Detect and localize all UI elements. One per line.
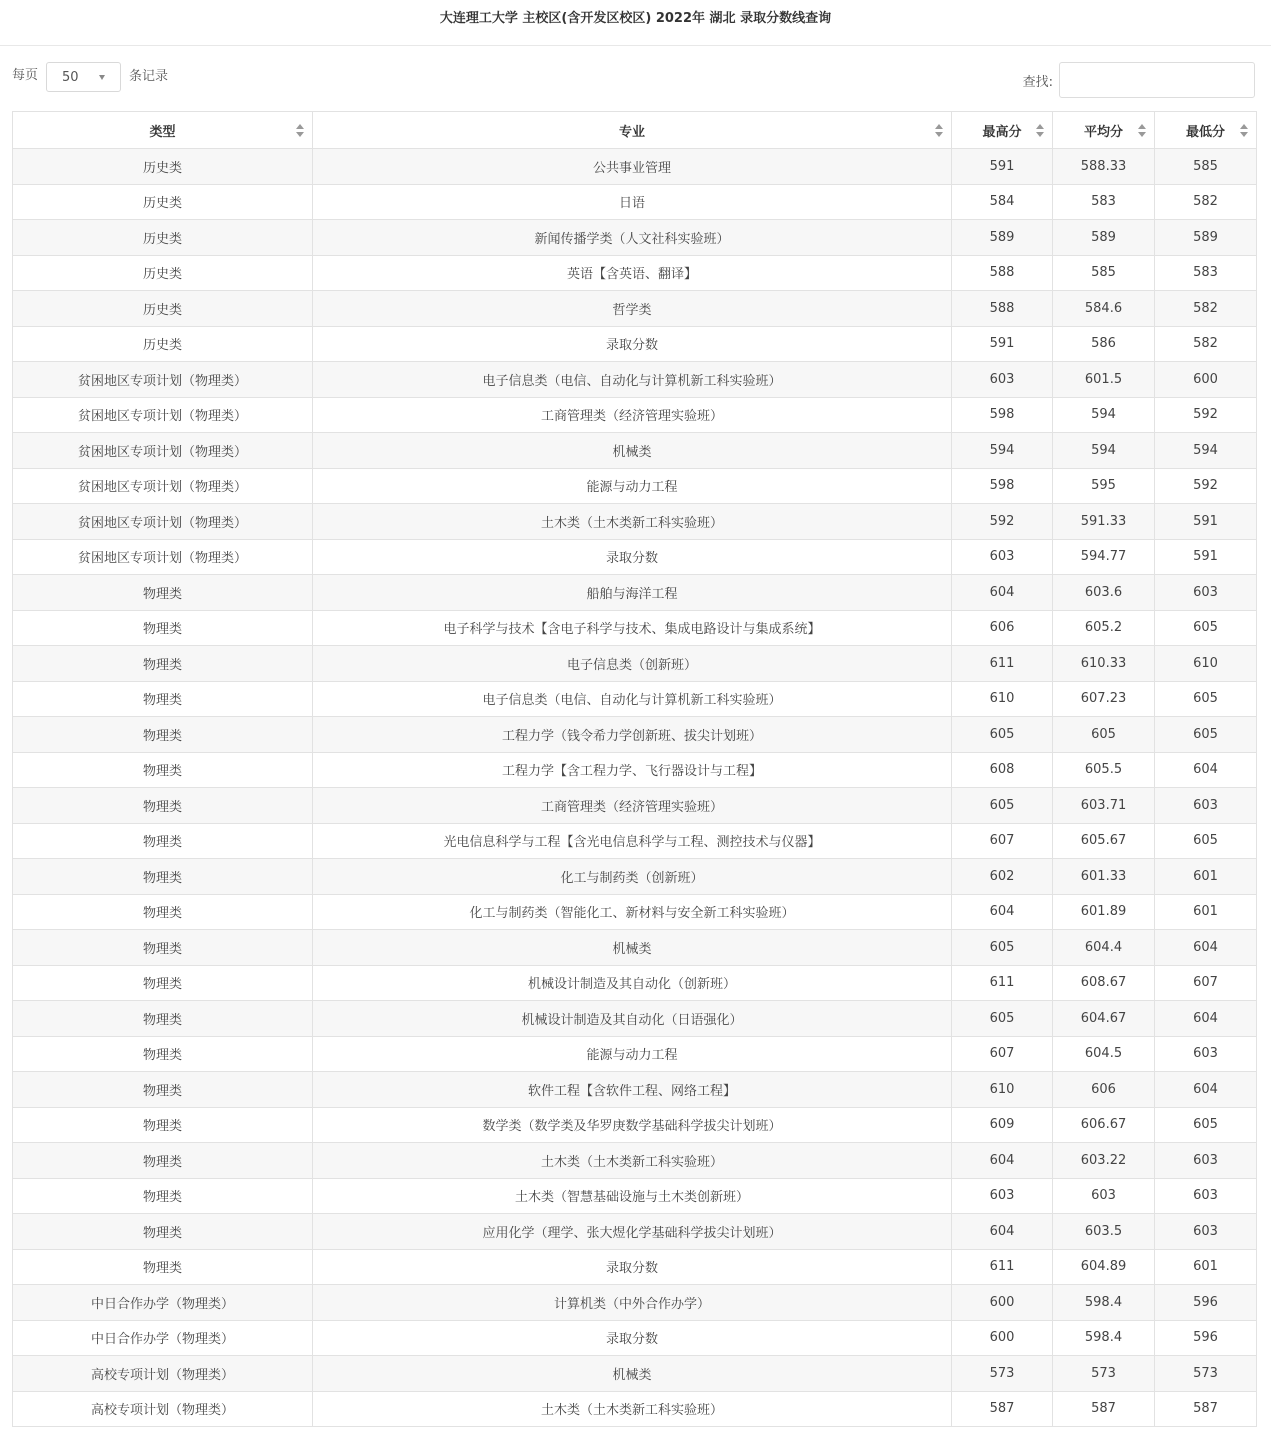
- cell-min-score: 604: [1155, 1001, 1257, 1037]
- cell-avg-score: 594: [1053, 397, 1155, 433]
- cell-avg-score: 591.33: [1053, 504, 1155, 540]
- cell-major: 土木类（土木类新工科实验班）: [313, 504, 952, 540]
- cell-min-score: 585: [1155, 149, 1257, 185]
- cell-major: 录取分数: [313, 1249, 952, 1285]
- column-header-label: 类型: [149, 124, 176, 140]
- length-prefix-label: 每页: [12, 68, 39, 83]
- cell-type: 物理类: [13, 859, 313, 895]
- cell-major: 电子信息类（创新班）: [313, 646, 952, 682]
- column-header-type[interactable]: [13, 112, 313, 149]
- column-header-max-score[interactable]: [952, 112, 1053, 149]
- cell-type: 物理类: [13, 610, 313, 646]
- table-row: [13, 539, 1257, 575]
- search-control: [1023, 62, 1255, 98]
- cell-major: 录取分数: [313, 326, 952, 362]
- table-row: [13, 326, 1257, 362]
- table-row: [13, 1143, 1257, 1179]
- cell-max-score: 594: [952, 433, 1053, 469]
- cell-major: 光电信息科学与工程【含光电信息科学与工程、测控技术与仪器】: [313, 823, 952, 859]
- table-row: [13, 1391, 1257, 1427]
- cell-major: 英语【含英语、翻译】: [313, 255, 952, 291]
- cell-type: 物理类: [13, 1107, 313, 1143]
- cell-min-score: 596: [1155, 1320, 1257, 1356]
- header: [0, 0, 1271, 46]
- cell-min-score: 596: [1155, 1285, 1257, 1321]
- cell-max-score: 604: [952, 1214, 1053, 1250]
- cell-major: 录取分数: [313, 539, 952, 575]
- column-header-label: 最高分: [982, 124, 1022, 140]
- table-row: [13, 504, 1257, 540]
- cell-max-score: 592: [952, 504, 1053, 540]
- cell-max-score: 602: [952, 859, 1053, 895]
- column-header-label: 专业: [618, 124, 645, 140]
- cell-min-score: 604: [1155, 752, 1257, 788]
- chevron-down-icon: [99, 75, 105, 80]
- cell-type: 物理类: [13, 823, 313, 859]
- table-row: [13, 255, 1257, 291]
- cell-min-score: 594: [1155, 433, 1257, 469]
- table-row: [13, 610, 1257, 646]
- cell-max-score: 588: [952, 255, 1053, 291]
- cell-major: 机械类: [313, 1356, 952, 1392]
- table-row: [13, 1001, 1257, 1037]
- cell-max-score: 604: [952, 894, 1053, 930]
- cell-type: 物理类: [13, 752, 313, 788]
- table-row: [13, 681, 1257, 717]
- table-row: [13, 149, 1257, 185]
- cell-major: 化工与制药类（创新班）: [313, 859, 952, 895]
- cell-min-score: 573: [1155, 1356, 1257, 1392]
- cell-type: 历史类: [13, 255, 313, 291]
- cell-major: 录取分数: [313, 1320, 952, 1356]
- cell-avg-score: 584.6: [1053, 291, 1155, 327]
- cell-avg-score: 594: [1053, 433, 1155, 469]
- cell-major: 土木类（智慧基础设施与土木类创新班）: [313, 1178, 952, 1214]
- cell-avg-score: 587: [1053, 1391, 1155, 1427]
- cell-major: 应用化学（理学、张大煜化学基础科学拔尖计划班）: [313, 1214, 952, 1250]
- cell-max-score: 607: [952, 823, 1053, 859]
- table-row: [13, 397, 1257, 433]
- table-body: [13, 149, 1257, 1427]
- sort-icon: [935, 124, 943, 137]
- cell-major: 船舶与海洋工程: [313, 575, 952, 611]
- sort-icon: [1036, 124, 1044, 137]
- cell-avg-score: 594.77: [1053, 539, 1155, 575]
- column-header-label: 最低分: [1185, 124, 1225, 140]
- cell-major: 能源与动力工程: [313, 1036, 952, 1072]
- cell-avg-score: 603.5: [1053, 1214, 1155, 1250]
- cell-avg-score: 603.22: [1053, 1143, 1155, 1179]
- cell-min-score: 587: [1155, 1391, 1257, 1427]
- cell-avg-score: 598.4: [1053, 1320, 1155, 1356]
- table-row: [13, 1320, 1257, 1356]
- cell-max-score: 587: [952, 1391, 1053, 1427]
- cell-max-score: 584: [952, 184, 1053, 220]
- table-row: [13, 894, 1257, 930]
- cell-type: 物理类: [13, 1178, 313, 1214]
- cell-min-score: 582: [1155, 184, 1257, 220]
- table-row: [13, 788, 1257, 824]
- table-row: [13, 1072, 1257, 1108]
- cell-avg-score: 603: [1053, 1178, 1155, 1214]
- cell-major: 工商管理类（经济管理实验班）: [313, 788, 952, 824]
- table-row: [13, 1249, 1257, 1285]
- cell-min-score: 582: [1155, 291, 1257, 327]
- cell-min-score: 605: [1155, 610, 1257, 646]
- column-header-avg-score[interactable]: [1053, 112, 1155, 149]
- cell-min-score: 591: [1155, 539, 1257, 575]
- cell-type: 高校专项计划（物理类）: [13, 1356, 313, 1392]
- cell-major: 机械类: [313, 433, 952, 469]
- score-table: [12, 111, 1257, 1427]
- cell-major: 机械设计制造及其自动化（日语强化）: [313, 1001, 952, 1037]
- cell-min-score: 605: [1155, 1107, 1257, 1143]
- cell-min-score: 603: [1155, 1143, 1257, 1179]
- cell-avg-score: 588.33: [1053, 149, 1155, 185]
- cell-type: 物理类: [13, 1143, 313, 1179]
- cell-max-score: 605: [952, 1001, 1053, 1037]
- cell-min-score: 603: [1155, 788, 1257, 824]
- cell-major: 计算机类（中外合作办学）: [313, 1285, 952, 1321]
- cell-major: 机械设计制造及其自动化（创新班）: [313, 965, 952, 1001]
- cell-min-score: 607: [1155, 965, 1257, 1001]
- cell-min-score: 603: [1155, 575, 1257, 611]
- cell-type: 贫困地区专项计划（物理类）: [13, 504, 313, 540]
- cell-avg-score: 595: [1053, 468, 1155, 504]
- cell-avg-score: 585: [1053, 255, 1155, 291]
- cell-max-score: 598: [952, 468, 1053, 504]
- cell-type: 历史类: [13, 220, 313, 256]
- cell-major: 电子信息类（电信、自动化与计算机新工科实验班）: [313, 681, 952, 717]
- cell-min-score: 600: [1155, 362, 1257, 398]
- cell-max-score: 603: [952, 1178, 1053, 1214]
- cell-avg-score: 605: [1053, 717, 1155, 753]
- table-row: [13, 646, 1257, 682]
- cell-type: 物理类: [13, 1214, 313, 1250]
- cell-major: 土木类（土木类新工科实验班）: [313, 1391, 952, 1427]
- table-row: [13, 1107, 1257, 1143]
- cell-max-score: 607: [952, 1036, 1053, 1072]
- cell-type: 贫困地区专项计划（物理类）: [13, 362, 313, 398]
- cell-type: 物理类: [13, 965, 313, 1001]
- cell-type: 物理类: [13, 646, 313, 682]
- table-row: [13, 965, 1257, 1001]
- cell-major: 日语: [313, 184, 952, 220]
- cell-max-score: 605: [952, 717, 1053, 753]
- cell-type: 物理类: [13, 788, 313, 824]
- table-row: [13, 1285, 1257, 1321]
- cell-type: 物理类: [13, 575, 313, 611]
- cell-avg-score: 608.67: [1053, 965, 1155, 1001]
- column-header-min-score[interactable]: [1155, 112, 1257, 149]
- cell-avg-score: 586: [1053, 326, 1155, 362]
- table-row: [13, 752, 1257, 788]
- cell-major: 能源与动力工程: [313, 468, 952, 504]
- cell-max-score: 610: [952, 681, 1053, 717]
- cell-avg-score: 573: [1053, 1356, 1155, 1392]
- table-row: [13, 184, 1257, 220]
- table-row: [13, 717, 1257, 753]
- cell-max-score: 611: [952, 646, 1053, 682]
- cell-max-score: 610: [952, 1072, 1053, 1108]
- cell-max-score: 591: [952, 326, 1053, 362]
- cell-min-score: 601: [1155, 1249, 1257, 1285]
- cell-type: 物理类: [13, 1036, 313, 1072]
- cell-min-score: 582: [1155, 326, 1257, 362]
- cell-major: 电子科学与技术【含电子科学与技术、集成电路设计与集成系统】: [313, 610, 952, 646]
- table-row: [13, 1356, 1257, 1392]
- table-row: [13, 859, 1257, 895]
- cell-type: 历史类: [13, 291, 313, 327]
- sort-icon: [1240, 124, 1248, 137]
- cell-type: 贫困地区专项计划（物理类）: [13, 397, 313, 433]
- cell-major: 化工与制药类（智能化工、新材料与安全新工科实验班）: [313, 894, 952, 930]
- table-controls: [0, 46, 1271, 110]
- cell-min-score: 603: [1155, 1214, 1257, 1250]
- cell-type: 贫困地区专项计划（物理类）: [13, 468, 313, 504]
- cell-major: 数学类（数学类及华罗庚数学基础科学拔尖计划班）: [313, 1107, 952, 1143]
- table-header-row: [13, 112, 1257, 149]
- cell-type: 物理类: [13, 681, 313, 717]
- cell-max-score: 598: [952, 397, 1053, 433]
- cell-major: 机械类: [313, 930, 952, 966]
- cell-avg-score: 605.2: [1053, 610, 1155, 646]
- cell-major: 电子信息类（电信、自动化与计算机新工科实验班）: [313, 362, 952, 398]
- cell-max-score: 608: [952, 752, 1053, 788]
- search-input[interactable]: [1059, 62, 1255, 98]
- cell-type: 物理类: [13, 930, 313, 966]
- cell-avg-score: 601.89: [1053, 894, 1155, 930]
- cell-max-score: 604: [952, 575, 1053, 611]
- cell-major: 工程力学（钱令希力学创新班、拔尖计划班）: [313, 717, 952, 753]
- page-length-value: 50: [62, 69, 79, 85]
- cell-avg-score: 583: [1053, 184, 1155, 220]
- cell-min-score: 601: [1155, 894, 1257, 930]
- table-row: [13, 575, 1257, 611]
- page-length-control: [12, 62, 168, 92]
- cell-avg-score: 598.4: [1053, 1285, 1155, 1321]
- cell-avg-score: 606.67: [1053, 1107, 1155, 1143]
- cell-avg-score: 605.5: [1053, 752, 1155, 788]
- cell-major: 哲学类: [313, 291, 952, 327]
- cell-max-score: 605: [952, 788, 1053, 824]
- cell-max-score: 606: [952, 610, 1053, 646]
- cell-avg-score: 604.89: [1053, 1249, 1155, 1285]
- cell-major: 新闻传播学类（人文社科实验班）: [313, 220, 952, 256]
- cell-min-score: 591: [1155, 504, 1257, 540]
- cell-max-score: 573: [952, 1356, 1053, 1392]
- cell-type: 物理类: [13, 894, 313, 930]
- cell-min-score: 603: [1155, 1178, 1257, 1214]
- sort-icon: [296, 124, 304, 137]
- cell-max-score: 604: [952, 1143, 1053, 1179]
- cell-min-score: 605: [1155, 681, 1257, 717]
- cell-avg-score: 589: [1053, 220, 1155, 256]
- search-label: 查找:: [1022, 74, 1053, 90]
- column-header-major[interactable]: [313, 112, 952, 149]
- cell-min-score: 604: [1155, 930, 1257, 966]
- sort-icon: [1138, 124, 1146, 137]
- cell-type: 历史类: [13, 184, 313, 220]
- cell-type: 中日合作办学（物理类）: [13, 1285, 313, 1321]
- cell-max-score: 611: [952, 1249, 1053, 1285]
- cell-min-score: 605: [1155, 717, 1257, 753]
- table-row: [13, 220, 1257, 256]
- cell-min-score: 589: [1155, 220, 1257, 256]
- cell-type: 物理类: [13, 1072, 313, 1108]
- cell-max-score: 603: [952, 362, 1053, 398]
- cell-min-score: 604: [1155, 1072, 1257, 1108]
- cell-avg-score: 604.67: [1053, 1001, 1155, 1037]
- cell-type: 物理类: [13, 1249, 313, 1285]
- cell-max-score: 589: [952, 220, 1053, 256]
- cell-max-score: 600: [952, 1285, 1053, 1321]
- cell-major: 工商管理类（经济管理实验班）: [313, 397, 952, 433]
- cell-type: 高校专项计划（物理类）: [13, 1391, 313, 1427]
- table-row: [13, 291, 1257, 327]
- table-row: [13, 930, 1257, 966]
- cell-avg-score: 604.5: [1053, 1036, 1155, 1072]
- table-row: [13, 1036, 1257, 1072]
- cell-max-score: 611: [952, 965, 1053, 1001]
- table-row: [13, 468, 1257, 504]
- cell-type: 物理类: [13, 717, 313, 753]
- cell-type: 贫困地区专项计划（物理类）: [13, 539, 313, 575]
- cell-major: 公共事业管理: [313, 149, 952, 185]
- cell-min-score: 592: [1155, 397, 1257, 433]
- cell-major: 软件工程【含软件工程、网络工程】: [313, 1072, 952, 1108]
- cell-max-score: 600: [952, 1320, 1053, 1356]
- table-row: [13, 433, 1257, 469]
- cell-avg-score: 607.23: [1053, 681, 1155, 717]
- cell-max-score: 609: [952, 1107, 1053, 1143]
- cell-max-score: 588: [952, 291, 1053, 327]
- cell-max-score: 603: [952, 539, 1053, 575]
- cell-type: 中日合作办学（物理类）: [13, 1320, 313, 1356]
- cell-min-score: 583: [1155, 255, 1257, 291]
- table-row: [13, 362, 1257, 398]
- column-header-label: 平均分: [1083, 124, 1123, 140]
- page-length-select[interactable]: [46, 62, 121, 92]
- cell-avg-score: 605.67: [1053, 823, 1155, 859]
- cell-min-score: 601: [1155, 859, 1257, 895]
- cell-max-score: 591: [952, 149, 1053, 185]
- cell-avg-score: 606: [1053, 1072, 1155, 1108]
- cell-type: 贫困地区专项计划（物理类）: [13, 433, 313, 469]
- cell-min-score: 605: [1155, 823, 1257, 859]
- cell-max-score: 605: [952, 930, 1053, 966]
- table-row: [13, 1178, 1257, 1214]
- page-title: 大连理工大学 主校区(含开发区校区) 2022年 湖北 录取分数线查询: [439, 11, 832, 26]
- cell-type: 历史类: [13, 149, 313, 185]
- cell-major: 工程力学【含工程力学、飞行器设计与工程】: [313, 752, 952, 788]
- cell-avg-score: 603.6: [1053, 575, 1155, 611]
- cell-min-score: 592: [1155, 468, 1257, 504]
- cell-avg-score: 603.71: [1053, 788, 1155, 824]
- cell-major: 土木类（土木类新工科实验班）: [313, 1143, 952, 1179]
- cell-avg-score: 604.4: [1053, 930, 1155, 966]
- cell-min-score: 603: [1155, 1036, 1257, 1072]
- table-row: [13, 1214, 1257, 1250]
- table-row: [13, 823, 1257, 859]
- cell-avg-score: 601.33: [1053, 859, 1155, 895]
- cell-min-score: 610: [1155, 646, 1257, 682]
- cell-type: 历史类: [13, 326, 313, 362]
- length-suffix-label: 条记录: [129, 69, 169, 84]
- cell-type: 物理类: [13, 1001, 313, 1037]
- cell-avg-score: 610.33: [1053, 646, 1155, 682]
- cell-avg-score: 601.5: [1053, 362, 1155, 398]
